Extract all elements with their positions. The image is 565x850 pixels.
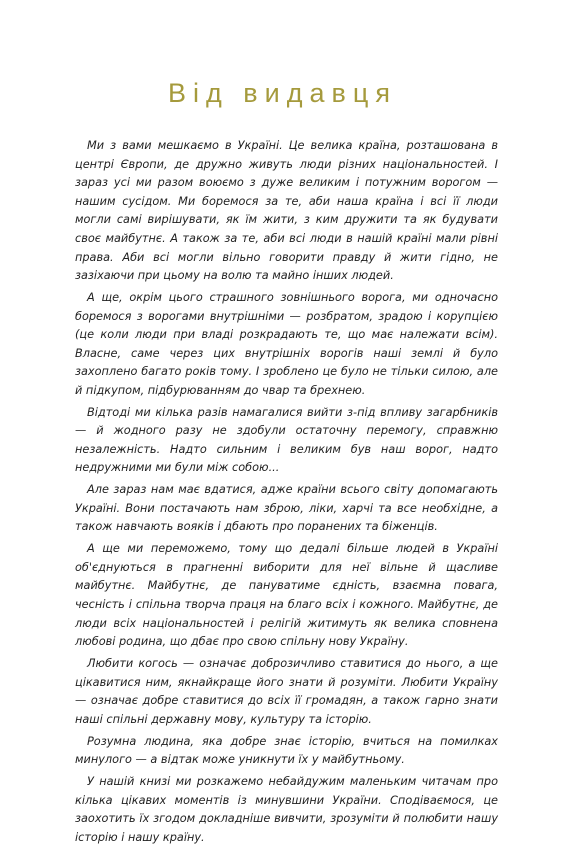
paragraph: Розумна людина, яка добре знає історію, вчиться на помилках минулого — а відтак може уникнути їх у майбутньому. xyxy=(75,734,498,767)
paragraph: А ще ми переможемо, тому що дедалі більше людей в Україні об'єднуються в прагненні виборити для неї вільне й щасливе майбутнє. Майбутнє, де пануватиме єдність, взаємна повага, чесність і спільна творча праця на благо всіх і кожного. Майбутнє, де люди всіх національностей і релігій житимуть як велика сповнена любові родина, що дбає про свою спільну нову Україну. xyxy=(75,542,498,649)
body-text xyxy=(75,137,498,850)
paragraph: Але зараз нам має вдатися, адже країни всього світу допомагають Україні. Вони постачають нам зброю, ліки, харчі та все необхідне, а також навчають вояків і дбають про поранених та біженців. xyxy=(75,483,498,534)
paragraph: Любити когось — означає доброзичливо ставитися до нього, а ще цікавитися ним, якнайкраще його знати й розуміти. Любити Україну — означає добре ставитися до всіх її громадян, а також гарно знати наші спільні державну мову, культуру та історію. xyxy=(75,656,498,726)
paragraph: А ще, окрім цього страшного зовнішнього ворога, ми одночасно боремося з ворогами внутрішніми — розбратом, зрадою і корупцією (це коли люди при владі розкрадають те, що має належати всім). Власне, саме через цих внутрішніх ворогів наші землі й було захоплено багато років тому. І зроблено це було не тільки силою, але й підкупом, підбурюванням до чвар та брехнею. xyxy=(75,290,498,397)
paragraph: Відтоді ми кілька разів намагалися вийти з-під впливу загарбників — й жодного разу не здобули остаточну перемогу, справжню незалежність. Надто сильним і великим був наш ворог, надто недружними ми були між собою... xyxy=(75,405,498,475)
page-title: Від видавця xyxy=(168,78,397,109)
paragraph: Ми з вами мешкаємо в Україні. Це велика країна, розташована в центрі Європи, де дружно живуть люди різних національностей. І зараз усі ми разом воюємо з дуже великим і потужним ворогом — нашим сусідом. Ми боремося за те, аби наша країна і всі її люди могли самі вирішувати, як їм жити, з ким дружити та як будувати своє майбутнє. А також за те, аби всі люди в нашій країні мали рівні права. Аби всі могли вільно говорити правду й жити гідно, не зазіхаючи при цьому на волю та майно інших людей. xyxy=(75,139,498,283)
paragraph: У нашій книзі ми розкажемо небайдужим маленьким читачам про кілька цікавих моментів із минувшини України. Сподіваємося, це заохотить їх згодом докладніше вивчити, зрозуміти й полюбити нашу історію і нашу країну. xyxy=(75,774,498,844)
